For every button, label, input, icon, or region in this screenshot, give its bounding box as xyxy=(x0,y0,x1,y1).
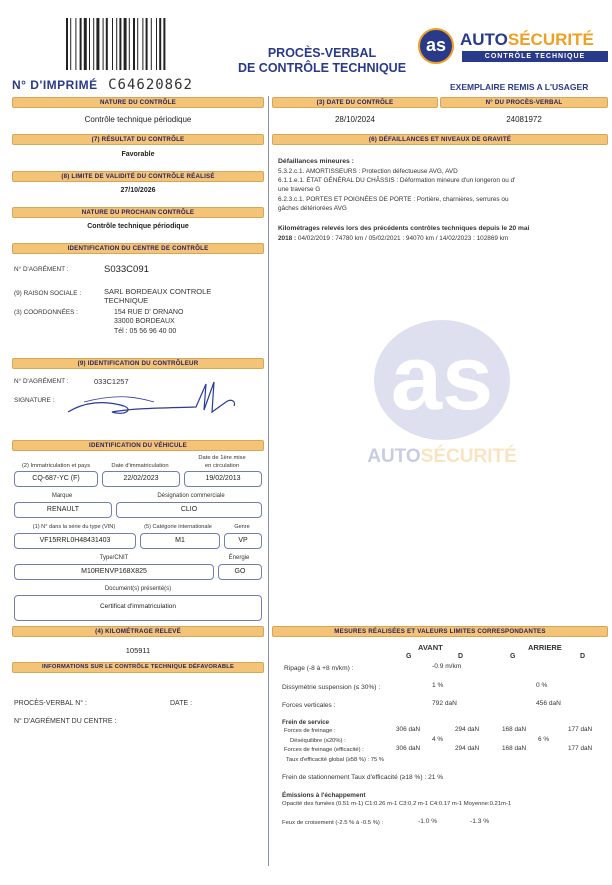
centre-address2: 33000 BORDEAUX xyxy=(114,318,175,325)
dissym-av: 1 % xyxy=(432,682,444,689)
vehicle-date-circ-value: 19/02/2013 xyxy=(205,475,241,482)
vehicle-header: IDENTIFICATION DU VÉHICULE xyxy=(12,440,264,451)
watermark-securite: SÉCURITÉ xyxy=(420,446,517,467)
centre-header: IDENTIFICATION DU CENTRE DE CONTRÔLE xyxy=(12,243,264,254)
vehicle-marque-value: RENAULT xyxy=(46,506,80,513)
page-title xyxy=(232,46,412,76)
defaillance-line-2: 6.1.1.e.1. ÉTAT GÉNÉRAL DU CHÂSSIS : Déformation mineure d'un longeron ou d' xyxy=(278,177,516,184)
defaillance-line-5: gâches détériorées AVG xyxy=(278,205,347,212)
vehicle-categorie-box xyxy=(140,533,220,549)
validity-value: 27/10/2026 xyxy=(120,187,156,194)
croisement-g: -1.0 % xyxy=(418,818,438,825)
vehicle-energie-box xyxy=(218,564,262,580)
eff-av-g: 306 daN xyxy=(396,745,421,752)
copy-note: EXEMPLAIRE REMIS A L'USAGER xyxy=(450,82,589,92)
date-value: 28/10/2024 xyxy=(334,115,376,124)
ripage-value: -0.9 m/km xyxy=(432,663,462,670)
kilometrage-value: 105911 xyxy=(125,646,151,655)
vehicle-immat-box xyxy=(14,471,98,487)
vehicle-vin-value: VF15RRL0H48431403 xyxy=(39,537,111,544)
watermark-badge-text: as xyxy=(390,327,494,429)
vehicle-genre-box xyxy=(224,533,262,549)
result-header: (7) RÉSULTAT DU CONTRÔLE xyxy=(12,134,264,145)
km-history-values: 04/02/2019 : 74780 km / 05/02/2021 : 94070 km / 14/02/2023 : 102869 km xyxy=(297,235,509,242)
dissym-ar: 0 % xyxy=(536,682,548,689)
vehicle-genre-value: VP xyxy=(238,537,248,544)
frein-eff-label: Forces de freinage (efficacité) : xyxy=(284,747,364,753)
defaillance-line-4: 6.2.3.c.1. PORTES ET POIGNÉES DE PORTE : Portière, charnières, serrures ou xyxy=(278,196,509,203)
brand-badge-text: as xyxy=(425,35,447,55)
defaillances-title: Défaillances mineures : xyxy=(278,158,354,165)
next-value: Contrôle technique périodique xyxy=(87,223,189,230)
forces-vert-ar: 456 daN xyxy=(536,700,561,707)
defaillance-line-1: 5.3.2.c.1. AMORTISSEURS : Protection défectueuse AVG, AVD xyxy=(278,168,458,175)
brand-badge-icon xyxy=(418,28,454,64)
vehicle-date-circ-label-1: Date de 1ère mise xyxy=(198,455,246,461)
dissym-label: Dissymétrie suspension (≤ 30%) : xyxy=(282,684,381,691)
nature-header: NATURE DU CONTRÔLE xyxy=(12,97,264,108)
eff-av-d: 294 daN xyxy=(455,745,480,752)
vehicle-date-circ-label-2: en circulation xyxy=(204,463,240,469)
vehicle-marque-box xyxy=(14,502,112,518)
brand-wordmark xyxy=(460,30,594,50)
croisement-d: -1.3 % xyxy=(470,818,490,825)
km-history-row xyxy=(278,235,508,242)
kilometrage-header: (4) KILOMÉTRAGE RELEVÉ xyxy=(12,626,264,637)
col-ar-g: G xyxy=(510,653,516,660)
validity-header: (8) LIMITE DE VALIDITÉ DU CONTRÔLE RÉALISÉ xyxy=(12,171,264,182)
frein-av-g: 306 daN xyxy=(396,726,421,733)
pv-number-header: N° DU PROCÈS-VERBAL xyxy=(440,97,608,108)
centre-phone: Tél : 05 56 96 40 00 xyxy=(114,328,177,335)
next-header: NATURE DU PROCHAIN CONTRÔLE xyxy=(12,207,264,218)
date-header: (3) DATE DU CONTRÔLE xyxy=(272,97,438,108)
vehicle-categorie-label: (5) Catégorie internationale xyxy=(144,524,212,530)
vehicle-designation-value: CLIO xyxy=(180,506,198,513)
defavorable-agrement-label: N° D'AGRÉMENT DU CENTRE : xyxy=(14,718,117,725)
frein-ar-g: 168 daN xyxy=(502,726,527,733)
watermark-auto: AUTO xyxy=(367,446,421,467)
desequilibre-ar: 6 % xyxy=(538,736,550,743)
centre-agrement-value: S033C091 xyxy=(104,264,149,275)
mesures-header: MESURES RÉALISÉES ET VALEURS LIMITES CORRESPONDANTES xyxy=(272,626,608,637)
mesures-avant: AVANT xyxy=(418,643,443,652)
imprime-number: C64620862 xyxy=(108,77,193,93)
brand-auto: AUTO xyxy=(460,30,508,49)
centre-raison-line1: SARL BORDEAUX CONTROLE xyxy=(104,287,212,296)
signature-label: SIGNATURE : xyxy=(14,397,55,404)
centre-coord-label: (3) COORDONNÉES : xyxy=(14,309,78,316)
vehicle-documents-value: Certificat d'immatriculation xyxy=(99,603,176,610)
defaillances-header: (6) DÉFAILLANCES ET NIVEAUX DE GRAVITÉ xyxy=(272,134,608,145)
vehicle-categorie-value: M1 xyxy=(175,537,185,544)
vehicle-energie-label: Énergie xyxy=(228,555,250,561)
imprime-row xyxy=(12,76,193,94)
watermark-logo xyxy=(352,320,532,480)
brand-tagline: CONTRÔLE TECHNIQUE xyxy=(462,51,608,62)
nature-value: Contrôle technique périodique xyxy=(84,115,192,124)
emissions-title: Émissions à l'échappement xyxy=(282,792,366,799)
frein-av-d: 294 daN xyxy=(455,726,480,733)
centre-agrement-label: N° D'AGRÉMENT : xyxy=(14,266,69,273)
title-line-2: DE CONTRÔLE TECHNIQUE xyxy=(237,61,407,75)
barcode xyxy=(66,18,176,70)
col-av-d: D xyxy=(458,653,464,660)
eff-ar-g: 168 daN xyxy=(502,745,527,752)
ripage-label xyxy=(284,665,353,672)
defavorable-header: INFORMATIONS SUR LE CONTRÔLE TECHNIQUE DÉFAVORABLE xyxy=(12,662,264,673)
watermark-wordmark xyxy=(352,446,532,468)
vehicle-designation-label: Désignation commerciale xyxy=(157,493,225,499)
vehicle-genre-label: Genre xyxy=(234,524,250,530)
vehicle-date-immat-box xyxy=(102,471,180,487)
vehicle-date-immat-label: Date d'immatriculation xyxy=(111,463,169,469)
defaillance-line-3: une traverse G xyxy=(278,186,321,193)
brand-logo xyxy=(418,28,608,68)
eff-ar-d: 177 daN xyxy=(568,745,593,752)
centre-address1: 154 RUE D' ORNANO xyxy=(114,309,184,316)
vehicle-vin-box xyxy=(14,533,136,549)
col-ar-d: D xyxy=(580,653,586,660)
defavorable-date-label: DATE : xyxy=(170,700,193,707)
centre-raison-label: (9) RAISON SOCIALE : xyxy=(14,290,82,297)
vehicle-date-immat-value: 22/02/2023 xyxy=(123,475,159,482)
controleur-agrement-value: 033C1257 xyxy=(94,377,129,386)
vehicle-immat-value: CQ-687-YC (F) xyxy=(32,475,80,482)
signature-image xyxy=(64,372,244,422)
vehicle-designation-box xyxy=(116,502,262,518)
centre-raison-line2: TECHNIQUE xyxy=(104,296,149,305)
imprime-label: N° D'IMPRIMÉ xyxy=(12,78,98,92)
vehicle-type-box xyxy=(14,564,214,580)
vehicle-type-value: M10RENVP168X825 xyxy=(81,568,147,575)
pv-number-value: 24081972 xyxy=(506,115,542,124)
stationnement: Frein de stationnement Taux d'efficacité (≥18 %) : 21 % xyxy=(282,774,444,781)
km-history-title: Kilométrages relevés lors des précédents contrôles techniques depuis le 20 mai xyxy=(278,225,530,232)
title-line-1: PROCÈS-VERBAL xyxy=(267,46,377,60)
vehicle-immat-label: (2) Immatriculation et pays xyxy=(21,463,91,469)
km-history-year: 2018 : xyxy=(278,235,297,242)
vehicle-vin-label: (1) N° dans la série du type (VIN) xyxy=(32,524,116,530)
frein-title: Frein de service xyxy=(282,719,330,726)
ripage-label-text: Ripage (-8 à +8 m/km) : xyxy=(284,665,354,672)
result-value: Favorable xyxy=(121,151,155,158)
vehicle-documents-label: Document(s) présenté(s) xyxy=(104,586,172,592)
forces-vert-label: Forces verticales : xyxy=(282,702,336,709)
desequilibre-label: Déséquilibre (≤20%) : xyxy=(290,738,346,744)
col-av-g: G xyxy=(406,653,412,660)
forces-vert-av: 792 daN xyxy=(432,700,457,707)
vehicle-energie-value: GO xyxy=(234,568,246,575)
vehicle-type-label: Type/CNIT xyxy=(99,555,129,561)
frein-ar-d: 177 daN xyxy=(568,726,593,733)
taux-global: Taux d'efficacité global (≥58 %) : 75 % xyxy=(286,757,384,763)
mesures-arriere: ARRIERE xyxy=(528,643,562,652)
vehicle-date-circ-box xyxy=(184,471,262,487)
desequilibre-av: 4 % xyxy=(432,736,444,743)
defavorable-pv-label: PROCÈS-VERBAL N° : xyxy=(14,700,87,707)
vehicle-documents-box xyxy=(14,595,262,621)
brand-securite: SÉCURITÉ xyxy=(507,30,594,49)
vehicle-marque-label: Marque xyxy=(51,493,73,499)
croisement-label: Feux de croisement (-2.5 % à -0.5 %) : xyxy=(282,820,384,826)
frein-forces-label: Forces de freinage : xyxy=(284,728,336,734)
controleur-agrement-label: N° D'AGRÉMENT : xyxy=(14,378,69,385)
opacite: Opacité des fumées (0.51 m-1) C1:0.26 m-1 C3:0.2 m-1 C4:0.17 m-1 Moyenne:0.21m-1 xyxy=(282,801,512,807)
controleur-header: (9) IDENTIFICATION DU CONTRÔLEUR xyxy=(12,358,264,369)
column-divider xyxy=(268,96,269,866)
